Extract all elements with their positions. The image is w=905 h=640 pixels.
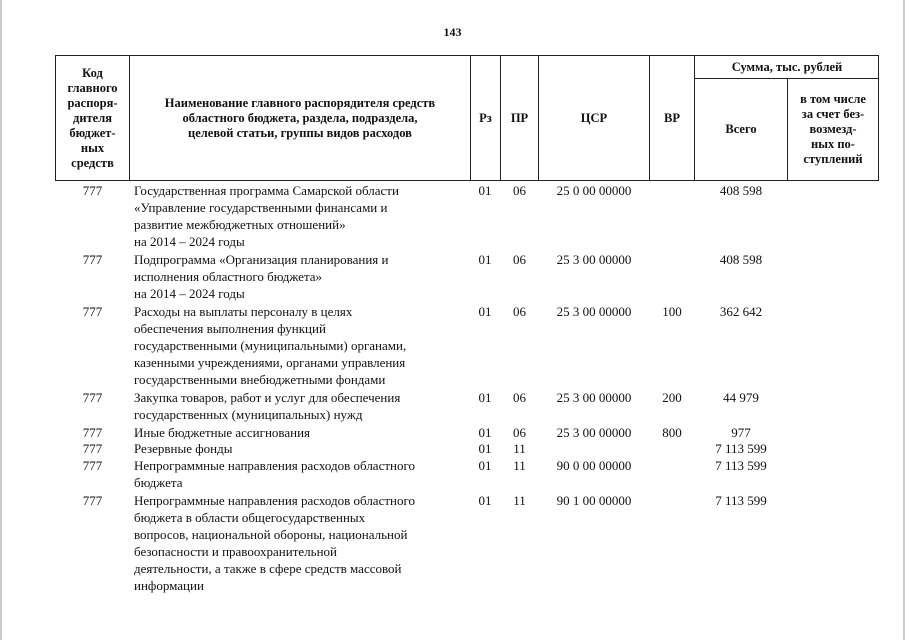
cell-name: Расходы на выплаты персоналу в целях обеспечения выполнения функций государственными (муниципальными) органами, казенными учреждениями, органами управления государственными внебюджетными фондами [134, 304, 407, 387]
header-code: Код главного распоря- дителя бюджет- ных средств [67, 65, 118, 170]
cell-total: 362 642 [719, 304, 763, 319]
cell-csr: 25 3 00 00000 [556, 425, 632, 440]
cell-total: 7 113 599 [715, 493, 767, 508]
header-sum: Сумма, тыс. рублей [731, 59, 843, 74]
cell-code: 777 [82, 441, 103, 456]
cell-vr: 800 [662, 425, 682, 440]
cell-rz: 01 [478, 458, 492, 473]
cell-code: 777 [82, 252, 103, 267]
cell-code: 777 [82, 493, 103, 508]
cell-total: 44 979 [723, 390, 759, 405]
cell-code: 777 [82, 425, 103, 440]
header-free: в том числе за счет без- возмезд- ных по- ступлений [800, 92, 866, 166]
cell-vr: 100 [662, 304, 682, 319]
cell-code: 777 [82, 183, 103, 198]
cell-rz: 01 [478, 390, 492, 405]
cell-rz: 01 [478, 493, 492, 508]
cell-pr: 06 [513, 390, 526, 405]
cell-csr: 90 1 00 00000 [556, 493, 632, 508]
cell-pr: 06 [513, 183, 526, 198]
cell-name: Закупка товаров, работ и услуг для обеспечения государственных (муниципальных) нужд [134, 390, 401, 422]
cell-pr: 06 [513, 425, 526, 440]
cell-total: 977 [731, 425, 751, 440]
cell-rz: 01 [478, 304, 492, 319]
header-csr: ЦСР [580, 110, 608, 125]
cell-pr: 06 [513, 252, 526, 267]
cell-vr: 200 [662, 390, 682, 405]
cell-rz: 01 [478, 183, 492, 198]
cell-name: Непрограммные направления расходов областного бюджета в области общегосударственных вопросов, национальной обороны, национальной безопасности и правоохранительной деятельности, а также в сфере средств массовой информации [134, 493, 415, 593]
cell-code: 777 [82, 304, 103, 319]
cell-total: 7 113 599 [715, 441, 767, 456]
cell-pr: 06 [513, 304, 526, 319]
left-scan-edge [0, 0, 2, 640]
header-vr: ВР [664, 110, 680, 125]
header-rz: Рз [479, 110, 492, 125]
cell-pr: 11 [513, 493, 526, 508]
cell-total: 7 113 599 [715, 458, 767, 473]
cell-code: 777 [82, 390, 103, 405]
cell-csr: 25 3 00 00000 [556, 304, 632, 319]
cell-name: Иные бюджетные ассигнования [134, 425, 311, 440]
cell-code: 777 [82, 458, 103, 473]
cell-rz: 01 [478, 425, 492, 440]
cell-rz: 01 [478, 252, 492, 267]
cell-name: Государственная программа Самарской области «Управление государственными финансами и развитие межбюджетных отношений» на 2014 – 2024 годы [134, 183, 399, 249]
header-name: Наименование главного распорядителя средств областного бюджета, раздела, подраздела, целевой статьи, группы видов расходов [164, 95, 436, 140]
cell-name: Подпрограмма «Организация планирования и исполнения областного бюджета» на 2014 – 2024 годы [134, 252, 389, 301]
cell-name: Резервные фонды [134, 441, 233, 456]
cell-pr: 11 [513, 458, 526, 473]
header-total: Всего [725, 122, 757, 136]
page-number: 143 [443, 25, 462, 39]
cell-total: 408 598 [719, 252, 763, 267]
cell-name: Непрограммные направления расходов областного бюджета [134, 458, 415, 490]
cell-csr: 25 3 00 00000 [556, 390, 632, 405]
cell-csr: 25 0 00 00000 [556, 183, 632, 198]
cell-csr: 25 3 00 00000 [556, 252, 632, 267]
header-pr: ПР [510, 110, 529, 125]
cell-csr: 90 0 00 00000 [556, 458, 632, 473]
cell-rz: 01 [478, 441, 492, 456]
cell-pr: 11 [513, 441, 526, 456]
cell-total: 408 598 [719, 183, 763, 198]
